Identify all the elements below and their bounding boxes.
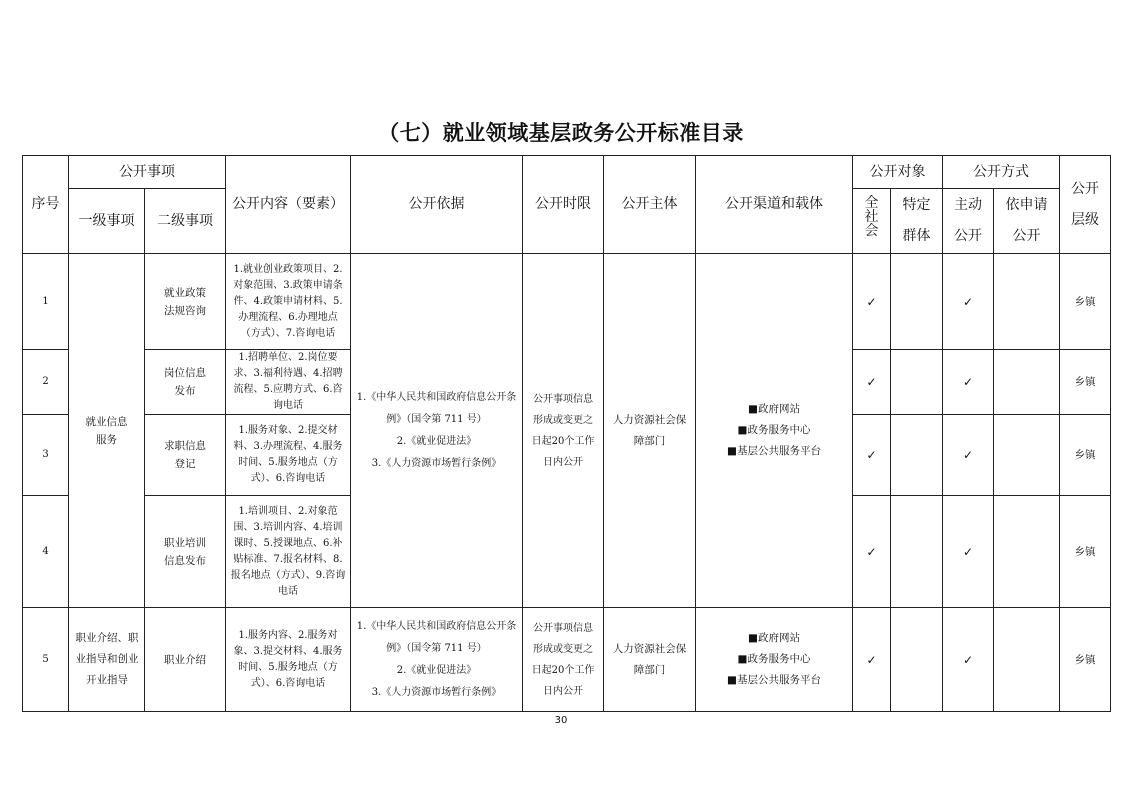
check-all: ✓ <box>853 350 891 415</box>
check-all: ✓ <box>853 496 891 608</box>
check-active: ✓ <box>943 608 994 712</box>
row-content: 1.就业创业政策项目、2.对象范围、3.政策申请条件、4.政策申请材料、5.办理流程、6.办理地点（方式）、7.咨询电话 <box>226 254 351 350</box>
row-content: 1.招聘单位、2.岗位要求、3.福利待遇、4.招聘流程、5.应聘方式、6.咨询电话 <box>226 350 351 415</box>
check-apply <box>994 350 1060 415</box>
row-seq: 3 <box>23 415 69 496</box>
table-row <box>23 608 1111 712</box>
header-items: 公开事项 <box>69 156 226 189</box>
row-layer: 乡镇 <box>1060 254 1111 350</box>
check-specific <box>891 415 943 496</box>
row-content: 1.服务内容、2.服务对象、3.提交材料、4.服务时间、5.服务地点（方式）、6.咨询电话 <box>226 608 351 712</box>
header-method-active: 主动公开 <box>943 189 994 254</box>
check-apply <box>994 608 1060 712</box>
check-active: ✓ <box>943 415 994 496</box>
header-basis: 公开依据 <box>351 156 523 254</box>
row-channels: ■政府网站 ■政务服务中心 ■基层公共服务平台 <box>696 254 853 608</box>
row-level1: 就业信息服务 <box>69 254 145 608</box>
check-specific <box>891 350 943 415</box>
check-all: ✓ <box>853 254 891 350</box>
row-seq: 2 <box>23 350 69 415</box>
check-active: ✓ <box>943 496 994 608</box>
row-seq: 5 <box>23 608 69 712</box>
check-apply <box>994 254 1060 350</box>
header-level1: 一级事项 <box>69 189 145 254</box>
header-level2: 二级事项 <box>145 189 226 254</box>
row-content: 1.培训项目、2.对象范围、3.培训内容、4.培训课时、5.授课地点、6.补贴标准、7.报名材料、8.报名地点（方式）、9.咨询电话 <box>226 496 351 608</box>
row-basis: 1.《中华人民共和国政府信息公开条例》（国令第 711 号） 2.《就业促进法》 3.《人力资源市场暂行条例》 <box>351 254 523 608</box>
row-channels: ■政府网站 ■政务服务中心 ■基层公共服务平台 <box>696 608 853 712</box>
check-specific <box>891 496 943 608</box>
header-layer: 公开层级 <box>1060 156 1111 254</box>
row-layer: 乡镇 <box>1060 496 1111 608</box>
row-seq: 1 <box>23 254 69 350</box>
table-row <box>23 254 1111 350</box>
header-target-specific: 特定群体 <box>891 189 943 254</box>
check-apply <box>994 415 1060 496</box>
header-method: 公开方式 <box>943 156 1060 189</box>
check-specific <box>891 608 943 712</box>
page-title: （七）就业领域基层政务公开标准目录 <box>378 121 744 145</box>
row-time-limit: 公开事项信息形成或变更之日起20个工作日内公开 <box>523 254 604 608</box>
row-content: 1.服务对象、2.提交材料、3.办理流程、4.服务时间、5.服务地点（方式）、6.咨询电话 <box>226 415 351 496</box>
row-level2: 就业政策法规咨询 <box>145 254 226 350</box>
row-seq: 4 <box>23 496 69 608</box>
header-target: 公开对象 <box>853 156 943 189</box>
header-channel: 公开渠道和载体 <box>696 156 853 254</box>
check-all: ✓ <box>853 608 891 712</box>
row-level2: 岗位信息发布 <box>145 350 226 415</box>
row-level1: 职业介绍、职业指导和创业开业指导 <box>69 608 145 712</box>
row-level2: 职业培训信息发布 <box>145 496 226 608</box>
check-all: ✓ <box>853 415 891 496</box>
row-basis: 1.《中华人民共和国政府信息公开条例》（国令第 711 号） 2.《就业促进法》 3.《人力资源市场暂行条例》 <box>351 608 523 712</box>
row-layer: 乡镇 <box>1060 350 1111 415</box>
header-time-limit: 公开时限 <box>523 156 604 254</box>
header-content: 公开内容（要素） <box>226 156 351 254</box>
row-time-limit: 公开事项信息形成或变更之日起20个工作日内公开 <box>523 608 604 712</box>
header-method-apply: 依申请公开 <box>994 189 1060 254</box>
check-active: ✓ <box>943 254 994 350</box>
row-level2: 求职信息登记 <box>145 415 226 496</box>
header-seq: 序号 <box>23 156 69 254</box>
header-subject: 公开主体 <box>604 156 696 254</box>
row-layer: 乡镇 <box>1060 415 1111 496</box>
page-number: 30 <box>554 715 568 726</box>
row-subject: 人力资源社会保障部门 <box>604 254 696 608</box>
catalog-table <box>22 155 1111 712</box>
check-active: ✓ <box>943 350 994 415</box>
row-subject: 人力资源社会保障部门 <box>604 608 696 712</box>
check-specific <box>891 254 943 350</box>
check-apply <box>994 496 1060 608</box>
header-target-all: 全社会 <box>853 189 891 254</box>
row-level2: 职业介绍 <box>145 608 226 712</box>
row-layer: 乡镇 <box>1060 608 1111 712</box>
